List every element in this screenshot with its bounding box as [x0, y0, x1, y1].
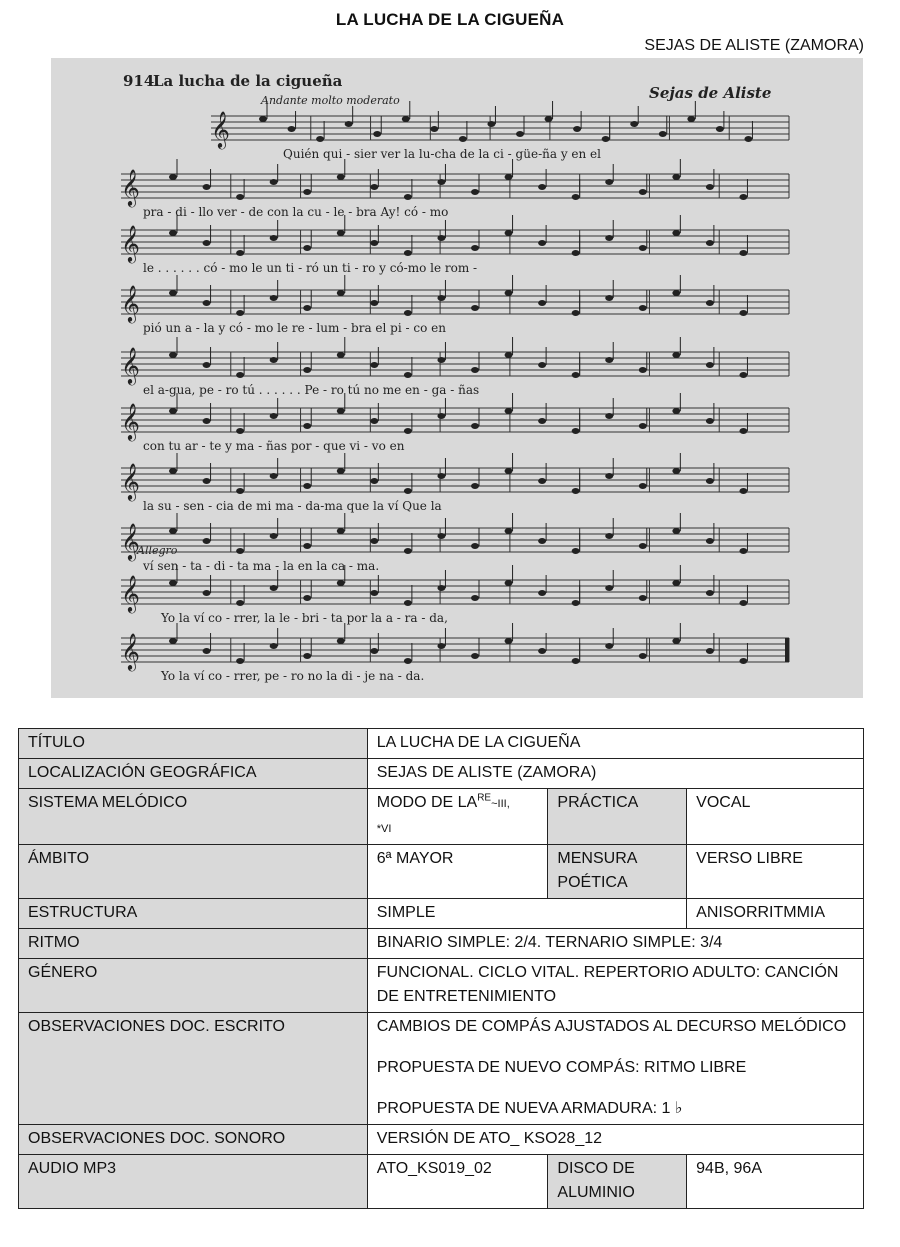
note-head	[545, 116, 553, 122]
note-head	[203, 648, 211, 654]
note-head	[437, 585, 445, 591]
note-head	[538, 184, 546, 190]
note-head	[370, 478, 378, 484]
lyric-line: con tu ar - te y ma - ñas por - que vi - vo en	[143, 439, 405, 453]
label-obs-escrito: OBSERVACIONES DOC. ESCRITO	[19, 1013, 368, 1125]
note-head	[639, 189, 647, 195]
note-head	[270, 643, 278, 649]
note-head	[370, 240, 378, 246]
note-head	[303, 543, 311, 549]
note-head	[236, 250, 244, 256]
note-head	[437, 357, 445, 363]
note-head	[639, 595, 647, 601]
row-genero	[19, 959, 864, 1013]
staff	[121, 393, 789, 441]
note-head	[471, 595, 479, 601]
tempo-marking: Andante molto moderato	[261, 94, 400, 107]
note-head	[303, 483, 311, 489]
note-head	[169, 528, 177, 534]
note-head	[404, 250, 412, 256]
note-head	[739, 488, 747, 494]
note-head	[572, 488, 580, 494]
note-head	[659, 131, 667, 137]
note-head	[739, 548, 747, 554]
treble-clef-icon: 𝄞	[121, 522, 140, 560]
value-sistema	[367, 789, 548, 845]
note-head	[316, 136, 324, 142]
score-title: La lucha de la cigueña	[153, 72, 343, 90]
value-disco: 94B, 96A	[687, 1155, 864, 1209]
note-head	[404, 194, 412, 200]
note-head	[706, 418, 714, 424]
row-estructura	[19, 899, 864, 929]
note-head	[203, 300, 211, 306]
note-head	[739, 250, 747, 256]
note-head	[471, 423, 479, 429]
note-head	[706, 300, 714, 306]
note-head	[739, 194, 747, 200]
note-head	[303, 189, 311, 195]
treble-clef-icon: 𝄞	[121, 462, 140, 500]
treble-clef-icon: 𝄞	[121, 284, 140, 322]
note-head	[169, 290, 177, 296]
note-head	[605, 357, 613, 363]
note-head	[288, 126, 296, 132]
note-head	[639, 305, 647, 311]
note-head	[572, 658, 580, 664]
value-estructura-2: ANISORRITMMIA	[687, 899, 864, 929]
note-head	[706, 648, 714, 654]
note-head	[505, 528, 513, 534]
staff	[121, 215, 789, 263]
note-head	[572, 548, 580, 554]
note-head	[169, 174, 177, 180]
note-head	[236, 548, 244, 554]
value-practica: VOCAL	[687, 789, 864, 845]
note-head	[739, 658, 747, 664]
row-obs-escrito	[19, 1013, 864, 1125]
note-head	[672, 290, 680, 296]
treble-clef-icon: 𝄞	[121, 224, 140, 262]
lyric-line: Yo la ví co - rrer, pe - ro no la di - je na - da.	[161, 669, 425, 683]
page-title: LA LUCHA DE LA CIGUEÑA	[335, 10, 565, 29]
note-head	[370, 362, 378, 368]
note-head	[538, 648, 546, 654]
note-head	[505, 352, 513, 358]
value-localizacion: SEJAS DE ALISTE (ZAMORA)	[367, 759, 863, 789]
note-head	[716, 126, 724, 132]
treble-clef-icon: 𝄞	[211, 110, 230, 148]
note-head	[706, 590, 714, 596]
note-head	[169, 352, 177, 358]
note-head	[605, 585, 613, 591]
note-head	[337, 468, 345, 474]
note-head	[739, 600, 747, 606]
lyric-line: el a-gua, pe - ro tú . . . . . . Pe - ro tú no me en - ga - ñas	[143, 383, 480, 397]
note-head	[270, 413, 278, 419]
note-head	[706, 478, 714, 484]
note-head	[404, 372, 412, 378]
value-estructura: SIMPLE	[367, 899, 686, 929]
note-head	[270, 357, 278, 363]
note-head	[538, 418, 546, 424]
note-head	[538, 240, 546, 246]
value-obs-sonoro: VERSIÓN DE ATO_ KSO28_12	[367, 1125, 863, 1155]
page-location: SEJAS DE ALISTE (ZAMORA)	[644, 37, 864, 54]
note-head	[605, 643, 613, 649]
note-head	[370, 590, 378, 596]
sistema-main: MODO DE LA	[376, 794, 478, 811]
row-obs-sonoro	[19, 1125, 864, 1155]
note-head	[639, 653, 647, 659]
note-head	[303, 245, 311, 251]
label-disco: DISCO DE ALUMINIO	[548, 1155, 687, 1209]
note-head	[516, 131, 524, 137]
note-head	[706, 362, 714, 368]
label-sistema: SISTEMA MELÓDICO	[19, 789, 368, 845]
note-head	[303, 423, 311, 429]
note-head	[706, 538, 714, 544]
note-head	[337, 638, 345, 644]
note-head	[437, 473, 445, 479]
note-head	[270, 533, 278, 539]
lyric-line: la su - sen - cia de mi ma - da-ma que la ví Que la	[143, 499, 442, 513]
lyric-line: le . . . . . . có - mo le un ti - ró un ti - ro y có-mo le rom -	[143, 261, 478, 275]
note-head	[270, 473, 278, 479]
note-head	[236, 310, 244, 316]
note-head	[471, 305, 479, 311]
note-head	[471, 483, 479, 489]
note-head	[404, 488, 412, 494]
note-head	[236, 194, 244, 200]
note-head	[739, 428, 747, 434]
note-head	[236, 428, 244, 434]
note-head	[572, 428, 580, 434]
note-head	[538, 300, 546, 306]
note-head	[572, 372, 580, 378]
note-head	[605, 295, 613, 301]
note-head	[505, 174, 513, 180]
note-head	[169, 408, 177, 414]
obs-escrito-p1: CAMBIOS DE COMPÁS AJUSTADOS AL DECURSO MELÓDICO	[376, 1018, 847, 1035]
note-head	[404, 548, 412, 554]
note-head	[605, 533, 613, 539]
note-head	[639, 423, 647, 429]
note-head	[270, 179, 278, 185]
note-head	[404, 310, 412, 316]
note-head	[337, 290, 345, 296]
note-head	[538, 590, 546, 596]
note-head	[370, 648, 378, 654]
note-head	[169, 468, 177, 474]
note-head	[505, 290, 513, 296]
note-head	[337, 408, 345, 414]
note-head	[236, 600, 244, 606]
note-head	[538, 538, 546, 544]
note-head	[471, 245, 479, 251]
note-head	[471, 189, 479, 195]
label-practica: PRÁCTICA	[548, 789, 687, 845]
score-place: Sejas de Aliste	[649, 84, 772, 102]
note-head	[471, 653, 479, 659]
staff	[121, 453, 789, 501]
value-audio: ATO_KS019_02	[367, 1155, 548, 1209]
note-head	[437, 235, 445, 241]
note-head	[605, 235, 613, 241]
note-head	[345, 121, 353, 127]
note-head	[505, 580, 513, 586]
note-head	[169, 230, 177, 236]
note-head	[203, 538, 211, 544]
note-head	[672, 408, 680, 414]
note-head	[744, 136, 752, 142]
note-head	[672, 174, 680, 180]
note-head	[572, 194, 580, 200]
note-head	[505, 230, 513, 236]
note-head	[739, 310, 747, 316]
note-head	[404, 600, 412, 606]
note-head	[337, 230, 345, 236]
note-head	[437, 643, 445, 649]
treble-clef-icon: 𝄞	[121, 574, 140, 612]
note-head	[270, 585, 278, 591]
lyric-line: pió un a - la y có - mo le re - lum - bra el pi - co en	[143, 321, 446, 335]
note-head	[672, 230, 680, 236]
note-head	[303, 367, 311, 373]
note-head	[370, 184, 378, 190]
label-localizacion: LOCALIZACIÓN GEOGRÁFICA	[19, 759, 368, 789]
note-head	[404, 658, 412, 664]
note-head	[672, 528, 680, 534]
sistema-sup: RE	[477, 792, 492, 804]
note-head	[437, 295, 445, 301]
label-ambito: ÁMBITO	[19, 845, 368, 899]
row-sistema	[19, 789, 864, 845]
note-head	[270, 295, 278, 301]
note-head	[739, 372, 747, 378]
note-head	[236, 488, 244, 494]
note-head	[404, 428, 412, 434]
note-head	[605, 413, 613, 419]
score-number: 914.	[123, 72, 160, 90]
note-head	[639, 543, 647, 549]
note-head	[437, 179, 445, 185]
value-mensura: VERSO LIBRE	[687, 845, 864, 899]
note-head	[373, 131, 381, 137]
treble-clef-icon: 𝄞	[121, 632, 140, 670]
note-head	[672, 580, 680, 586]
note-head	[430, 126, 438, 132]
staff	[121, 513, 789, 561]
note-head	[303, 305, 311, 311]
row-localizacion	[19, 759, 864, 789]
note-head	[538, 478, 546, 484]
note-head	[639, 245, 647, 251]
lyric-line: pra - di - llo ver - de con la cu - le - bra Ay! có - mo	[143, 205, 449, 219]
staff	[121, 337, 789, 385]
row-titulo	[19, 729, 864, 759]
note-head	[203, 184, 211, 190]
note-head	[370, 300, 378, 306]
note-head	[459, 136, 467, 142]
note-head	[169, 638, 177, 644]
note-head	[672, 468, 680, 474]
note-head	[672, 638, 680, 644]
value-ambito: 6ª MAYOR	[367, 845, 548, 899]
lyric-line: Yo la ví co - rrer, la le - bri - ta por la a - ra - da,	[161, 611, 448, 625]
note-head	[706, 184, 714, 190]
tempo-change: Allegro	[137, 544, 178, 557]
note-head	[303, 595, 311, 601]
note-head	[303, 653, 311, 659]
note-head	[203, 478, 211, 484]
note-head	[236, 658, 244, 664]
note-head	[203, 362, 211, 368]
note-head	[572, 310, 580, 316]
metadata-table	[18, 728, 864, 1209]
note-head	[203, 240, 211, 246]
value-ritmo: BINARIO SIMPLE: 2/4. TERNARIO SIMPLE: 3/4	[367, 929, 863, 959]
note-head	[672, 352, 680, 358]
note-head	[602, 136, 610, 142]
label-mensura: MENSURA POÉTICA	[548, 845, 687, 899]
note-head	[236, 372, 244, 378]
treble-clef-icon: 𝄞	[121, 346, 140, 384]
staff	[121, 275, 789, 323]
staff	[121, 159, 789, 207]
sistema-sub: ~III,	[491, 798, 510, 810]
note-head	[639, 483, 647, 489]
note-head	[487, 121, 495, 127]
note-head	[370, 418, 378, 424]
value-genero: FUNCIONAL. CICLO VITAL. REPERTORIO ADULTO: CANCIÓN DE ENTRETENIMIENTO	[367, 959, 863, 1013]
note-head	[337, 174, 345, 180]
label-ritmo: RITMO	[19, 929, 368, 959]
note-head	[639, 367, 647, 373]
staff	[211, 101, 789, 149]
value-obs-escrito	[367, 1013, 863, 1125]
label-audio: AUDIO MP3	[19, 1155, 368, 1209]
note-head	[402, 116, 410, 122]
row-ambito	[19, 845, 864, 899]
note-head	[572, 250, 580, 256]
label-estructura: ESTRUCTURA	[19, 899, 368, 929]
sistema-line2: *VI	[376, 823, 392, 835]
row-audio	[19, 1155, 864, 1209]
note-head	[605, 179, 613, 185]
note-head	[505, 408, 513, 414]
note-head	[169, 580, 177, 586]
note-head	[203, 418, 211, 424]
note-head	[471, 367, 479, 373]
note-head	[203, 590, 211, 596]
final-barline	[785, 638, 789, 662]
value-titulo: LA LUCHA DE LA CIGUEÑA	[367, 729, 863, 759]
note-head	[437, 413, 445, 419]
note-head	[337, 528, 345, 534]
treble-clef-icon: 𝄞	[121, 168, 140, 206]
note-head	[706, 240, 714, 246]
note-head	[337, 352, 345, 358]
treble-clef-icon: 𝄞	[121, 402, 140, 440]
note-head	[505, 468, 513, 474]
note-head	[259, 116, 267, 122]
sheet-music-image	[51, 58, 863, 698]
note-head	[370, 538, 378, 544]
note-head	[630, 121, 638, 127]
note-head	[687, 116, 695, 122]
lyric-line: Quién qui - sier ver la lu-cha de la ci - güe-ña y en el	[283, 147, 601, 161]
note-head	[270, 235, 278, 241]
note-head	[538, 362, 546, 368]
note-head	[573, 126, 581, 132]
note-head	[471, 543, 479, 549]
note-head	[437, 533, 445, 539]
note-head	[572, 600, 580, 606]
lyric-line: ví sen - ta - di - ta ma - la en la ca - ma.	[143, 559, 380, 573]
row-ritmo	[19, 929, 864, 959]
sheet-music-svg	[51, 58, 863, 698]
obs-escrito-p3: PROPUESTA DE NUEVA ARMADURA: 1 ♭	[376, 1100, 683, 1117]
note-head	[505, 638, 513, 644]
staff	[121, 623, 789, 671]
label-obs-sonoro: OBSERVACIONES DOC. SONORO	[19, 1125, 368, 1155]
label-genero: GÉNERO	[19, 959, 368, 1013]
obs-escrito-p2: PROPUESTA DE NUEVO COMPÁS: RITMO LIBRE	[376, 1059, 747, 1076]
note-head	[337, 580, 345, 586]
label-titulo: TÍTULO	[19, 729, 368, 759]
note-head	[605, 473, 613, 479]
